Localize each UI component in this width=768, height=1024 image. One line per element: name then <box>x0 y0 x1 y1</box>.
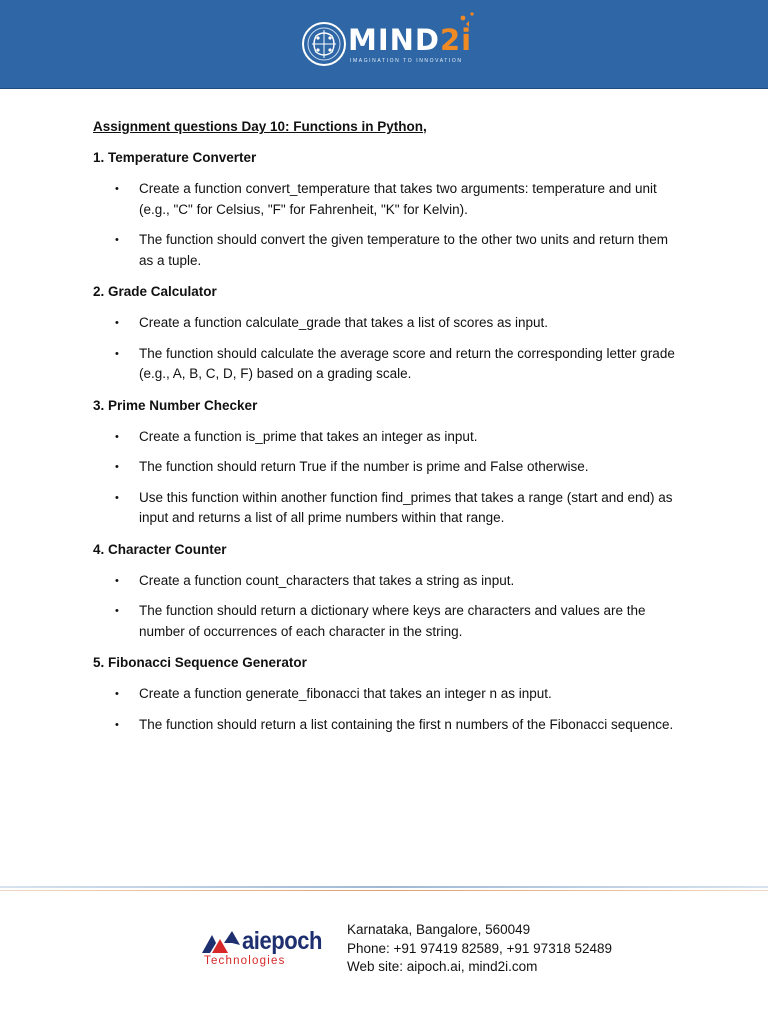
aiepoch-logo <box>200 926 330 974</box>
page-header <box>0 0 768 89</box>
footer-divider-accent <box>0 890 768 891</box>
contact-info <box>347 921 612 977</box>
address-text: Karnataka, Bangalore, 560049 <box>347 922 531 937</box>
section-heading: 2. Grade Calculator <box>93 284 217 299</box>
bullet-list <box>93 427 683 529</box>
bullet-icon: • <box>115 430 119 443</box>
list-item-text: The function should convert the given temperature to the other two units and return them as a tuple. <box>139 232 669 268</box>
list-item <box>93 230 683 271</box>
list-item-text: The function should return a list containing the first n numbers of the Fibonacci sequence. <box>139 716 674 732</box>
bullet-list <box>93 179 683 271</box>
list-item <box>93 684 683 705</box>
phone-text: Phone: +91 97419 82589, +91 97318 52489 <box>347 940 613 956</box>
sections-container <box>93 149 683 735</box>
bullet-icon: • <box>115 491 119 504</box>
list-item <box>93 715 683 736</box>
bullet-icon: • <box>115 347 119 360</box>
list-item <box>93 488 683 529</box>
bullet-icon: • <box>115 688 119 700</box>
list-item <box>93 601 683 642</box>
section-heading: 3. Prime Number Checker <box>93 397 258 413</box>
section-heading: 5. Fibonacci Sequence Generator <box>93 655 307 670</box>
list-item <box>93 179 683 220</box>
list-item <box>93 571 683 592</box>
list-item <box>93 313 683 334</box>
logo-wordmark: MIND2i <box>348 23 473 57</box>
list-item-text: The function should return True if the number is prime and False otherwise. <box>139 459 589 474</box>
bullet-icon: • <box>115 574 119 587</box>
list-item <box>93 457 683 478</box>
bullet-icon: • <box>115 461 119 473</box>
list-item-text: The function should return a dictionary where keys are characters and values are the number of occurrences of each character in the string. <box>139 603 646 639</box>
bullet-icon: • <box>115 183 119 195</box>
bullet-icon: • <box>115 234 119 246</box>
bullet-icon: • <box>115 317 119 329</box>
section-heading: 1. Temperature Converter <box>93 150 257 165</box>
bullet-icon: • <box>115 605 119 617</box>
list-item-text: Create a function convert_temperature that takes two arguments: temperature and unit (e.g., "C" for Celsius, "F" for Fahrenheit, "K" for Kelvin). <box>139 181 657 217</box>
bullet-icon: • <box>115 718 119 731</box>
aiepoch-subtitle: Technologies <box>204 955 286 967</box>
list-item-text: Create a function is_prime that takes an integer as input. <box>139 428 478 444</box>
bullet-list <box>93 313 683 385</box>
logo-tagline: IMAGINATION TO INNOVATION <box>350 58 463 64</box>
mind2i-logo <box>300 10 480 74</box>
website-text: Web site: aipoch.ai, mind2i.com <box>347 959 538 974</box>
list-item <box>93 427 683 448</box>
bullet-list <box>93 571 683 643</box>
bullet-list <box>93 684 683 735</box>
aiepoch-mark-icon <box>202 929 242 955</box>
list-item <box>93 344 683 385</box>
section-heading: 4. Character Counter <box>93 541 227 557</box>
list-item-text: Create a function generate_fibonacci that takes an integer n as input. <box>139 686 552 701</box>
list-item-text: Use this function within another function find_primes that takes a range (start and end) as input and returns a list of all prime numbers within that range. <box>139 489 673 525</box>
aiepoch-wordmark: aiepoch <box>242 927 323 955</box>
footer-divider <box>0 886 768 888</box>
list-item-text: Create a function calculate_grade that takes a list of scores as input. <box>139 315 548 330</box>
list-item-text: The function should calculate the average score and return the corresponding letter grade (e.g., A, B, C, D, F) based on a grading scale. <box>139 345 675 381</box>
page-title: Assignment questions Day 10: Functions in Python, <box>93 119 427 134</box>
list-item-text: Create a function count_characters that takes a string as input. <box>139 572 515 588</box>
assignment-content <box>93 118 683 747</box>
